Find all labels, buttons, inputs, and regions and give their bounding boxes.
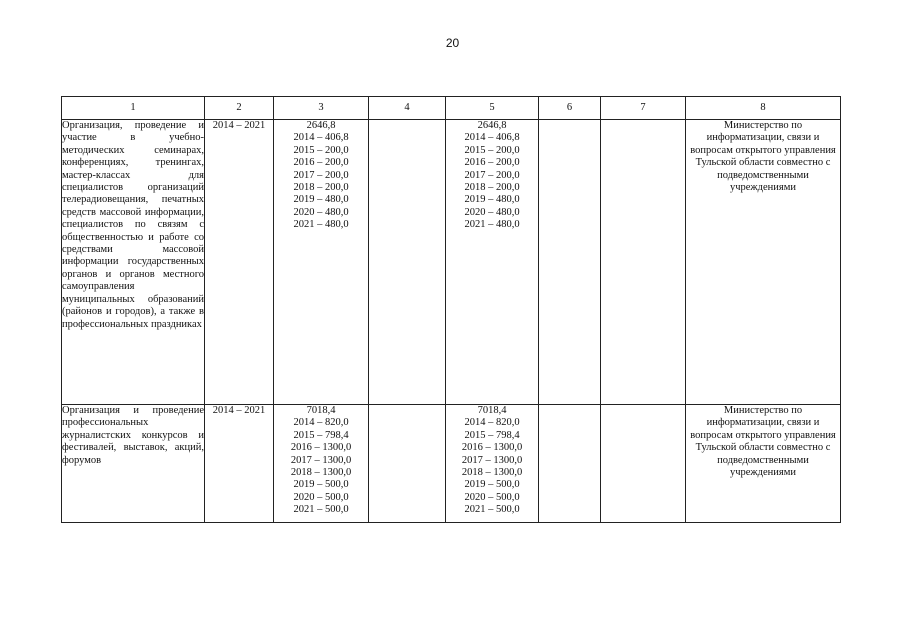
column-header-2: 2 <box>205 97 274 120</box>
funding-source-cell <box>446 120 539 405</box>
funding-year: 2021 – 480,0 <box>464 219 520 231</box>
table-row <box>62 405 841 523</box>
funding-year: 2019 – 500,0 <box>293 479 349 491</box>
col4-cell <box>369 120 446 405</box>
funding-year: 2018 – 1300,0 <box>290 467 352 479</box>
funding-year: 2021 – 500,0 <box>464 504 520 516</box>
funding-year: 2019 – 480,0 <box>293 194 349 206</box>
activity-period: 2014 – 2021 <box>205 405 274 523</box>
funding-year: 2020 – 500,0 <box>464 491 520 503</box>
funding-year: 2018 – 200,0 <box>464 182 520 194</box>
activity-period: 2014 – 2021 <box>205 120 274 405</box>
funding-year: 2014 – 406,8 <box>464 132 520 144</box>
funding-total: 2646,8 <box>306 120 336 131</box>
activity-description: Организация и проведение профессиональных журналистских конкурсов и фестивалей, выставок, акций, форумов <box>62 405 205 523</box>
funding-year: 2018 – 200,0 <box>293 182 349 194</box>
table-header-row <box>62 97 841 120</box>
col7-cell <box>601 120 686 405</box>
column-header-8: 8 <box>686 97 841 120</box>
responsible-executor: Министерство по информатизации, связи и вопросам открытого управления Тульской области совместно с подведомственными учреждениями <box>686 405 841 523</box>
funding-year: 2014 – 820,0 <box>293 417 349 429</box>
column-header-4: 4 <box>369 97 446 120</box>
funding-year: 2014 – 820,0 <box>464 417 520 429</box>
funding-year: 2020 – 480,0 <box>293 206 349 218</box>
funding-year: 2015 – 798,4 <box>293 429 349 441</box>
funding-year: 2016 – 1300,0 <box>290 442 352 454</box>
column-header-7: 7 <box>601 97 686 120</box>
funding-year: 2019 – 500,0 <box>464 479 520 491</box>
funding-year: 2017 – 1300,0 <box>461 454 523 466</box>
funding-year: 2014 – 406,8 <box>293 132 349 144</box>
column-header-3: 3 <box>274 97 369 120</box>
funding-year: 2020 – 480,0 <box>464 206 520 218</box>
funding-year: 2017 – 200,0 <box>464 169 520 181</box>
funding-total: 2646,8 <box>477 120 507 131</box>
column-header-6: 6 <box>539 97 601 120</box>
table-row <box>62 120 841 405</box>
funding-year: 2015 – 798,4 <box>464 429 520 441</box>
funding-total-cell <box>274 120 369 405</box>
funding-total: 7018,4 <box>306 405 336 416</box>
col4-cell <box>369 405 446 523</box>
activity-description: Организация, проведение и участие в учебно-методических семинарах, конференциях, тренингах, мастер-классах для специалистов организаций телерадиовещания, печатных средств массовой информации, специалистов по связям с общественностью и работе со средствами массовой информации государственных органов и органов местного самоуправления муниципальных образований (районов и городов), а также в профессиональных праздниках <box>62 120 205 405</box>
funding-year: 2017 – 1300,0 <box>290 454 352 466</box>
col6-cell <box>539 120 601 405</box>
funding-total: 7018,4 <box>477 405 507 416</box>
page-number: 20 <box>445 36 460 50</box>
funding-source-cell <box>446 405 539 523</box>
funding-year: 2016 – 1300,0 <box>461 442 523 454</box>
funding-year: 2016 – 200,0 <box>464 157 520 169</box>
funding-year: 2016 – 200,0 <box>293 157 349 169</box>
funding-year: 2021 – 500,0 <box>293 504 349 516</box>
program-table <box>61 96 841 523</box>
col7-cell <box>601 405 686 523</box>
column-header-5: 5 <box>446 97 539 120</box>
funding-year: 2019 – 480,0 <box>464 194 520 206</box>
funding-year: 2015 – 200,0 <box>293 144 349 156</box>
col6-cell <box>539 405 601 523</box>
funding-year: 2015 – 200,0 <box>464 144 520 156</box>
funding-total-cell <box>274 405 369 523</box>
column-header-1: 1 <box>62 97 205 120</box>
funding-year: 2021 – 480,0 <box>293 219 349 231</box>
funding-year: 2018 – 1300,0 <box>461 467 523 479</box>
funding-year: 2020 – 500,0 <box>293 491 349 503</box>
funding-year: 2017 – 200,0 <box>293 169 349 181</box>
responsible-executor: Министерство по информатизации, связи и вопросам открытого управления Тульской области совместно с подведомственными учреждениями <box>686 120 841 405</box>
